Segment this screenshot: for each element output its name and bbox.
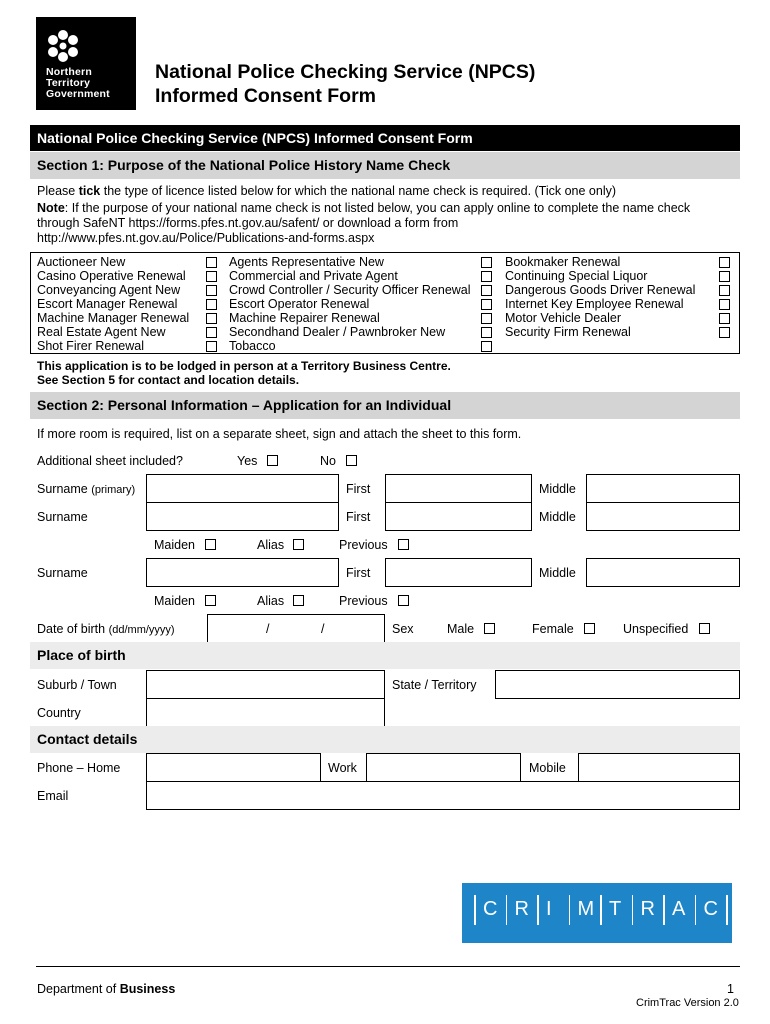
phone-home-label: Phone – Home bbox=[37, 761, 121, 775]
contact-details-heading: Contact details bbox=[30, 726, 740, 753]
work-phone-input[interactable] bbox=[366, 753, 521, 782]
crimtrac-letter: I bbox=[546, 898, 552, 920]
previous-checkbox[interactable] bbox=[398, 595, 409, 606]
dob-label: Date of birth (dd/mm/yyyy) bbox=[37, 622, 175, 636]
male-checkbox[interactable] bbox=[484, 623, 495, 634]
alias-label: Alias bbox=[257, 594, 285, 608]
dob-separator: / bbox=[321, 622, 325, 636]
mobile-label: Mobile bbox=[529, 761, 566, 775]
maiden-label: Maiden bbox=[154, 594, 195, 608]
lodge-notice: This application is to be lodged in person at a Territory Business Centre. See Section 5 for contact and location details. bbox=[37, 359, 451, 387]
licence-option-checkbox[interactable] bbox=[481, 313, 492, 324]
title-line1: National Police Checking Service (NPCS) bbox=[155, 61, 536, 83]
previous-checkbox[interactable] bbox=[398, 539, 409, 550]
surname-3-input[interactable] bbox=[146, 558, 339, 587]
licence-option-label: Commercial and Private Agent bbox=[229, 269, 398, 283]
desert-rose-icon bbox=[46, 29, 80, 63]
page-number: 1 bbox=[727, 982, 734, 996]
crimtrac-letter: C bbox=[703, 898, 718, 920]
licence-option-label: Escort Operator Renewal bbox=[229, 297, 370, 311]
title-line2: Informed Consent Form bbox=[155, 85, 377, 107]
suburb-label: Suburb / Town bbox=[37, 678, 117, 692]
licence-option-label: Conveyancing Agent New bbox=[37, 283, 181, 297]
crimtrac-divider bbox=[663, 895, 665, 925]
licence-option-label: Crowd Controller / Security Officer Renewal bbox=[229, 283, 471, 297]
licence-option-checkbox[interactable] bbox=[719, 299, 730, 310]
female-checkbox[interactable] bbox=[584, 623, 595, 634]
section1-intro: Please tick the type of licence listed below for which the national name check is required. (Tick one only) bbox=[37, 184, 617, 198]
middle-name-primary-input[interactable] bbox=[586, 474, 740, 503]
licence-option-label: Real Estate Agent New bbox=[37, 325, 166, 339]
footer-divider bbox=[36, 966, 740, 967]
state-input[interactable] bbox=[495, 670, 740, 699]
female-label: Female bbox=[532, 622, 574, 636]
additional-sheet-no-checkbox[interactable] bbox=[346, 455, 357, 466]
place-of-birth-heading: Place of birth bbox=[30, 642, 740, 669]
licence-option-label: Dangerous Goods Driver Renewal bbox=[505, 283, 696, 297]
surname-label: Surname bbox=[37, 510, 88, 524]
maiden-checkbox[interactable] bbox=[205, 539, 216, 550]
surname-primary-input[interactable] bbox=[146, 474, 339, 503]
licence-option-checkbox[interactable] bbox=[719, 285, 730, 296]
licence-option-label: Machine Repairer Renewal bbox=[229, 311, 380, 325]
licence-option-label: Agents Representative New bbox=[229, 255, 384, 269]
maiden-checkbox[interactable] bbox=[205, 595, 216, 606]
section2-heading: Section 2: Personal Information – Application for an Individual bbox=[30, 392, 740, 419]
additional-sheet-label: Additional sheet included? bbox=[37, 454, 183, 468]
male-label: Male bbox=[447, 622, 475, 636]
surname-label: Surname bbox=[37, 566, 88, 580]
licence-option-label: Machine Manager Renewal bbox=[37, 311, 190, 325]
licence-type-box bbox=[30, 252, 740, 354]
work-label: Work bbox=[328, 761, 357, 775]
licence-option-checkbox[interactable] bbox=[481, 341, 492, 352]
additional-sheet-yes-checkbox[interactable] bbox=[267, 455, 278, 466]
middle-name-label: Middle bbox=[539, 482, 576, 496]
crimtrac-letter: C bbox=[483, 898, 498, 920]
email-input[interactable] bbox=[146, 781, 740, 810]
licence-option-checkbox[interactable] bbox=[719, 327, 730, 338]
first-name-label: First bbox=[346, 510, 371, 524]
licence-option-checkbox[interactable] bbox=[206, 299, 217, 310]
crimtrac-divider bbox=[600, 895, 602, 925]
licence-option-label: Continuing Special Liquor bbox=[505, 269, 648, 283]
logo-line2: Territory bbox=[46, 77, 91, 89]
previous-label: Previous bbox=[339, 538, 388, 552]
licence-option-label: Escort Manager Renewal bbox=[37, 297, 178, 311]
licence-option-checkbox[interactable] bbox=[719, 271, 730, 282]
licence-option-label: Security Firm Renewal bbox=[505, 325, 631, 339]
licence-option-checkbox[interactable] bbox=[481, 271, 492, 282]
section1-note: Note: If the purpose of your national name check is not listed below, you can apply online to complete the name check through SafeNT https://forms.pfes.nt.gov.au/safent/ or download a form from http://www.pfes.nt.gov.au/Police/Publications-and-forms.aspx bbox=[37, 201, 691, 245]
crimtrac-logo bbox=[462, 883, 732, 943]
crimtrac-divider bbox=[537, 895, 539, 925]
page-title bbox=[155, 60, 535, 108]
first-name-label: First bbox=[346, 482, 371, 496]
country-label: Country bbox=[37, 706, 81, 720]
middle-name-label: Middle bbox=[539, 566, 576, 580]
crimtrac-divider bbox=[506, 895, 508, 925]
licence-option-checkbox[interactable] bbox=[206, 341, 217, 352]
state-label: State / Territory bbox=[392, 678, 477, 692]
dob-input[interactable] bbox=[207, 614, 385, 643]
alias-checkbox[interactable] bbox=[293, 595, 304, 606]
crimtrac-letter: R bbox=[640, 898, 655, 920]
dob-separator: / bbox=[266, 622, 270, 636]
version-label: CrimTrac Version 2.0 bbox=[636, 997, 739, 1009]
licence-option-checkbox[interactable] bbox=[481, 327, 492, 338]
licence-option-checkbox[interactable] bbox=[206, 271, 217, 282]
phone-home-input[interactable] bbox=[146, 753, 321, 782]
crimtrac-divider bbox=[726, 895, 728, 925]
crimtrac-divider bbox=[474, 895, 476, 925]
licence-option-label: Secondhand Dealer / Pawnbroker New bbox=[229, 325, 446, 339]
first-name-primary-input[interactable] bbox=[385, 474, 532, 503]
licence-option-label: Internet Key Employee Renewal bbox=[505, 297, 684, 311]
licence-option-label: Casino Operative Renewal bbox=[37, 269, 186, 283]
surname-primary-label: Surname (primary) bbox=[37, 482, 136, 496]
licence-option-checkbox[interactable] bbox=[481, 299, 492, 310]
mobile-input[interactable] bbox=[578, 753, 740, 782]
crimtrac-divider bbox=[695, 895, 697, 925]
licence-option-checkbox[interactable] bbox=[719, 313, 730, 324]
maiden-label: Maiden bbox=[154, 538, 195, 552]
crimtrac-letter: R bbox=[514, 898, 529, 920]
first-name-2-input[interactable] bbox=[385, 502, 532, 531]
middle-name-2-input[interactable] bbox=[586, 502, 740, 531]
unspecified-checkbox[interactable] bbox=[699, 623, 710, 634]
licence-option-checkbox[interactable] bbox=[481, 285, 492, 296]
licence-option-checkbox[interactable] bbox=[206, 313, 217, 324]
crimtrac-letter: M bbox=[577, 898, 595, 920]
licence-option-label: Motor Vehicle Dealer bbox=[505, 311, 622, 325]
licence-option-checkbox[interactable] bbox=[206, 257, 217, 268]
middle-name-3-input[interactable] bbox=[586, 558, 740, 587]
suburb-input[interactable] bbox=[146, 670, 385, 699]
section1-heading: Section 1: Purpose of the National Police History Name Check bbox=[30, 152, 740, 179]
licence-option-label: Auctioneer New bbox=[37, 255, 126, 269]
department-label: Department of Business bbox=[37, 982, 176, 996]
form-title-bar: National Police Checking Service (NPCS) Informed Consent Form bbox=[30, 125, 740, 151]
crimtrac-letter: T bbox=[609, 898, 622, 920]
surname-2-input[interactable] bbox=[146, 502, 339, 531]
first-name-3-input[interactable] bbox=[385, 558, 532, 587]
logo-line1: Northern bbox=[46, 66, 92, 78]
country-input[interactable] bbox=[146, 698, 385, 727]
licence-option-checkbox[interactable] bbox=[206, 327, 217, 338]
logo-line3: Government bbox=[46, 88, 110, 100]
alias-label: Alias bbox=[257, 538, 285, 552]
crimtrac-divider bbox=[569, 895, 571, 925]
crimtrac-divider bbox=[632, 895, 634, 925]
licence-option-label: Tobacco bbox=[229, 339, 276, 353]
licence-option-label: Bookmaker Renewal bbox=[505, 255, 621, 269]
nt-government-logo bbox=[36, 17, 136, 110]
first-name-label: First bbox=[346, 566, 371, 580]
middle-name-label: Middle bbox=[539, 510, 576, 524]
licence-option-label: Shot Firer Renewal bbox=[37, 339, 144, 353]
no-label: No bbox=[320, 454, 336, 468]
yes-label: Yes bbox=[237, 454, 258, 468]
unspecified-label: Unspecified bbox=[623, 622, 689, 636]
sex-label: Sex bbox=[392, 622, 414, 636]
section2-intro: If more room is required, list on a separate sheet, sign and attach the sheet to this form. bbox=[37, 427, 522, 441]
crimtrac-letter: A bbox=[672, 898, 686, 920]
licence-option-checkbox[interactable] bbox=[719, 257, 730, 268]
alias-checkbox[interactable] bbox=[293, 539, 304, 550]
licence-option-checkbox[interactable] bbox=[206, 285, 217, 296]
licence-option-checkbox[interactable] bbox=[481, 257, 492, 268]
previous-label: Previous bbox=[339, 594, 388, 608]
email-label: Email bbox=[37, 789, 69, 803]
